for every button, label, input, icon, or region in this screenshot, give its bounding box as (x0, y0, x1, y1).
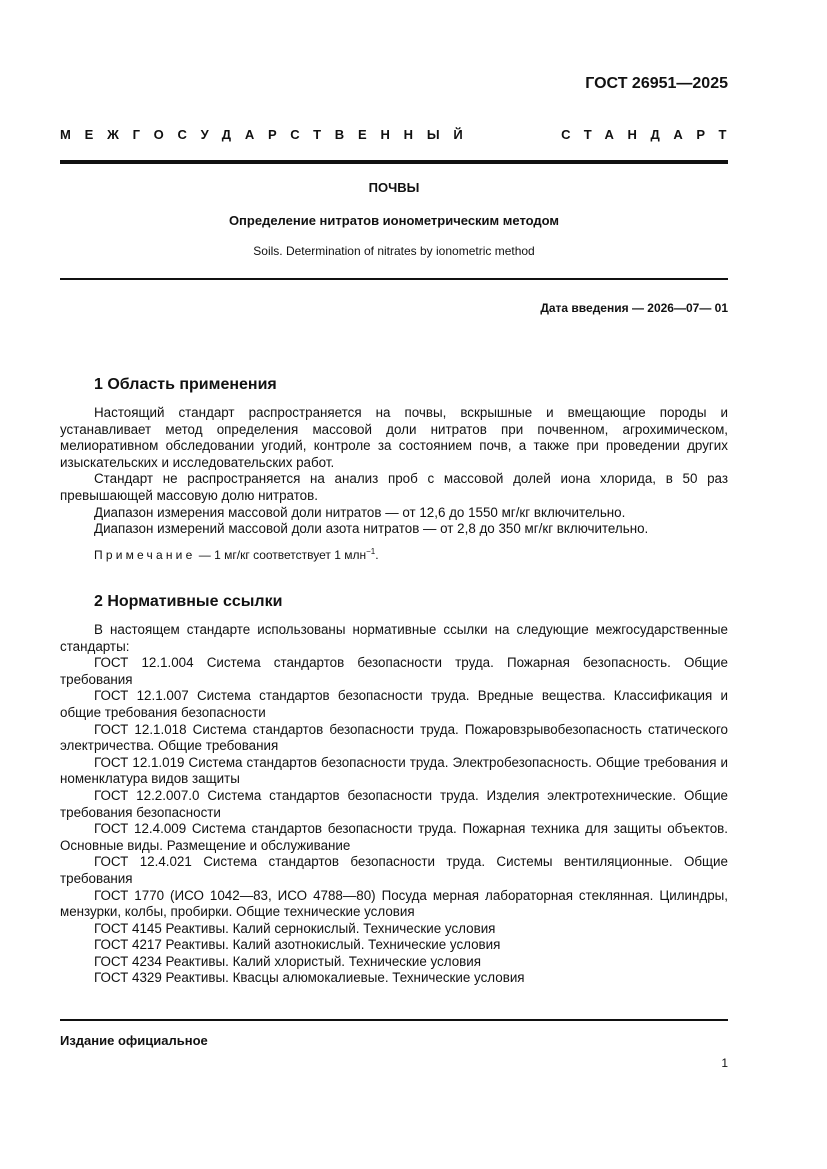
banner-word-standard: СТАНДАРТ (561, 127, 740, 142)
note (94, 547, 379, 562)
note-end: . (375, 548, 379, 562)
footer-divider (60, 1019, 728, 1021)
paragraph: Стандарт не распространяется на анализ проб с массовой долей иона хлорида, в 50 раз превышающей массовую долю нитратов. (60, 471, 728, 503)
section-references-body (60, 622, 728, 987)
page-number: 1 (721, 1056, 728, 1070)
header-divider (60, 160, 728, 164)
note-text: — 1 мг/кг соответствует 1 млн (195, 548, 367, 562)
document-code: ГОСТ 26951—2025 (585, 75, 728, 92)
paragraph: Диапазон измерения массовой доли нитратов — от 12,6 до 1550 мг/кг включительно. (94, 504, 626, 520)
reference-item: ГОСТ 4145 Реактивы. Калий сернокислый. Технические условия (94, 920, 496, 936)
reference-item: ГОСТ 12.1.004 Система стандартов безопасности труда. Пожарная безопасность. Общие требования (60, 655, 728, 687)
reference-item: ГОСТ 12.1.019 Система стандартов безопасности труда. Электробезопасность. Общие требования и номенклатура видов защиты (60, 754, 728, 787)
reference-item: ГОСТ 4234 Реактивы. Калий хлористый. Технические условия (94, 953, 482, 969)
reference-item: ГОСТ 12.1.007 Система стандартов безопасности труда. Вредные вещества. Классификация и общие требования безопасности (60, 688, 728, 720)
reference-item: ГОСТ 12.1.018 Система стандартов безопасности труда. Пожаровзрывобезопасность статического электричества. Общие требования (60, 721, 728, 754)
document-english-title: Soils. Determination of nitrates by ionometric method (253, 244, 535, 258)
reference-item: ГОСТ 4217 Реактивы. Калий азотнокислый. Технические условия (94, 937, 501, 953)
document-subtitle: Определение нитратов ионометрическим методом (228, 213, 560, 228)
paragraph: Настоящий стандарт распространяется на почвы, вскрышные и вмещающие породы и устанавливает метод определения массовой доли нитратов при почвенном, агрохимическом, мелиоративном обследовании угодий, контроле за состоянием почв, а также при проведении других изыскательских и исследовательских работ. (60, 405, 728, 470)
introduction-date: Дата введения — 2026—07— 01 (540, 301, 728, 315)
title-divider (60, 278, 728, 280)
paragraph: В настоящем стандарте использованы нормативные ссылки на следующие межгосударственные стандарты: (60, 622, 728, 654)
paragraph: Диапазон измерений массовой доли азота нитратов — от 2,8 до 350 мг/кг включительно. (94, 521, 649, 537)
document-title: ПОЧВЫ (368, 180, 420, 195)
section-heading-scope: 1 Область применения (94, 376, 277, 393)
reference-item: ГОСТ 12.4.009 Система стандартов безопасности труда. Пожарная техника для защиты объектов. Основные виды. Размещение и обслуживание (60, 821, 728, 853)
note-superscript: −1 (366, 547, 376, 556)
note-label: Примечание (94, 548, 196, 562)
reference-item: ГОСТ 1770 (ИСО 1042—83, ИСО 4788—80) Посуда мерная лабораторная стеклянная. Цилиндры, мензурки, колбы, пробирки. Общие технические условия (60, 887, 728, 920)
reference-item: ГОСТ 4329 Реактивы. Квасцы алюмокалиевые. Технические условия (94, 970, 525, 986)
edition-label: Издание официальное (60, 1033, 208, 1048)
section-scope-body (60, 405, 728, 538)
section-heading-references: 2 Нормативные ссылки (94, 593, 283, 610)
reference-item: ГОСТ 12.2.007.0 Система стандартов безопасности труда. Изделия электротехнические. Общие требования безопасности (60, 787, 728, 820)
reference-item: ГОСТ 12.4.021 Система стандартов безопасности труда. Системы вентиляционные. Общие требования (60, 854, 728, 886)
banner-word-interstate: МЕЖГОСУДАРСТВЕННЫЙ (60, 127, 477, 142)
